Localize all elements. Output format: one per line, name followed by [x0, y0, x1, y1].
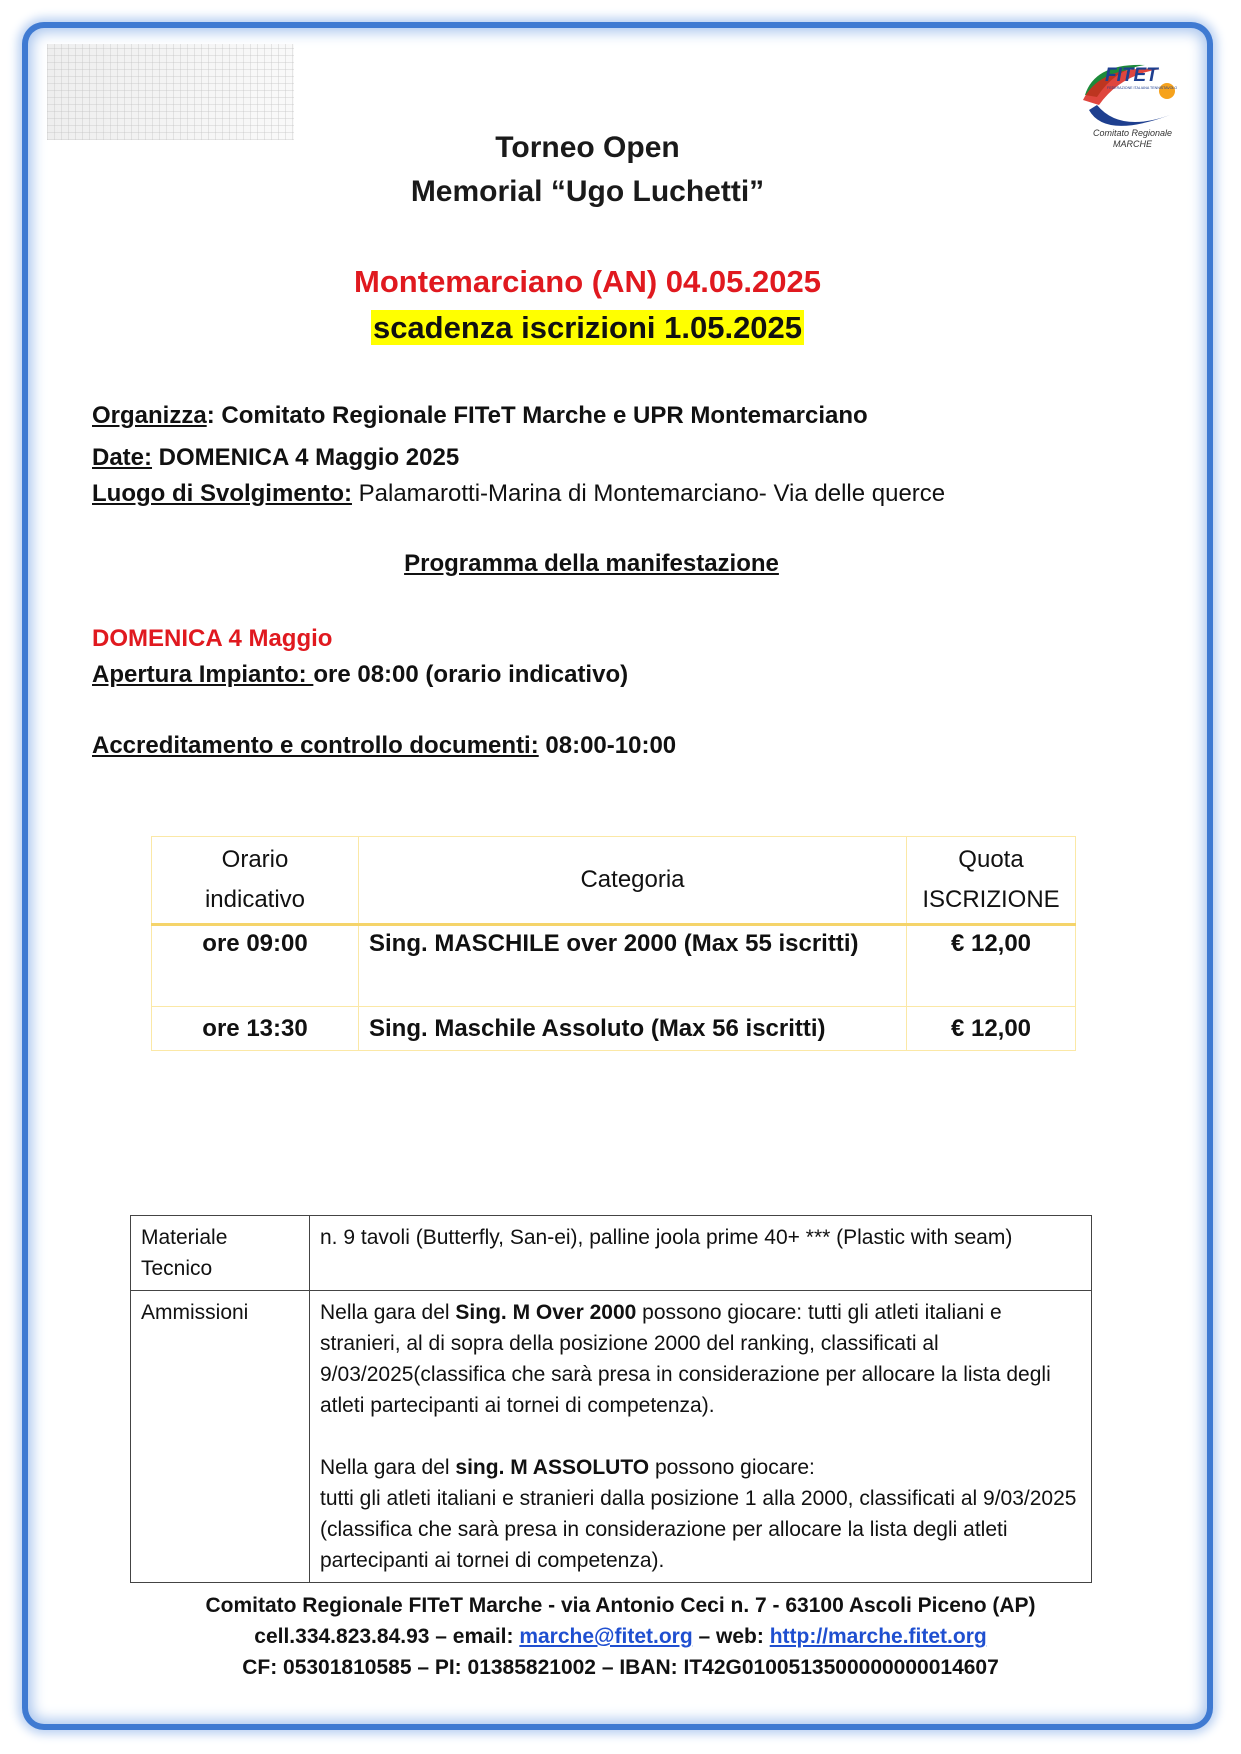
website-link[interactable]: http://marche.fitet.org	[769, 1625, 987, 1648]
schedule-table	[151, 836, 1076, 1051]
accreditation-value: 08:00-10:00	[538, 732, 677, 759]
place-line	[92, 478, 945, 510]
header-fee	[907, 837, 1076, 925]
date-label: Date:	[92, 444, 153, 471]
footer-address: Comitato Regionale FITeT Marche - via Antonio Ceci n. 7 - 63100 Ascoli Piceno (AP)	[205, 1594, 1036, 1617]
organizer-value: : Comitato Regionale FITeT Marche e UPR Montemarciano	[206, 402, 868, 429]
adm2-bold: sing. M ASSOLUTO	[455, 1456, 650, 1479]
material-label: Materiale Tecnico	[131, 1216, 310, 1291]
logo-region-line2: MARCHE	[1112, 139, 1152, 149]
row-category: Sing. MASCHILE over 2000 (Max 55 iscritti)	[359, 925, 907, 1007]
title-line2: Memorial “Ugo Luchetti”	[410, 175, 765, 208]
accreditation-line	[92, 730, 676, 762]
schedule-row	[152, 1007, 1076, 1051]
row-time: ore 13:30	[152, 1007, 359, 1051]
header-category: Categoria	[359, 837, 907, 925]
header-time-line1: Orario	[221, 846, 289, 873]
email-link[interactable]: marche@fitet.org	[519, 1625, 693, 1648]
footer-contacts	[0, 1621, 1241, 1652]
adm2-pre: Nella gara del	[320, 1456, 456, 1479]
opening-label: Apertura Impianto:	[92, 661, 314, 688]
header-fee-line1: Quota	[958, 846, 1024, 873]
info-table	[130, 1215, 1092, 1583]
admission-assoluto-body: tutti gli atleti italiani e stranieri dalla posizione 1 alla 2000, classificati al 9/03/2025 (classifica che sarà presa in considerazione per allocare la lista degli atleti partecipanti ai tornei di competenza).	[320, 1487, 1077, 1572]
organizer-line	[92, 400, 868, 432]
info-row-admissions	[131, 1291, 1092, 1583]
adm1-pre: Nella gara del	[320, 1301, 456, 1324]
header-time-line2: indicativo	[204, 886, 306, 913]
material-value: n. 9 tavoli (Butterfly, San-ei), palline joola prime 40+ *** (Plastic with seam)	[310, 1216, 1092, 1291]
adm2-post: possono giocare:	[649, 1456, 815, 1479]
info-row-material	[131, 1216, 1092, 1291]
row-time: ore 09:00	[152, 925, 359, 1007]
program-day: DOMENICA 4 Maggio	[92, 625, 333, 652]
opening-value: ore 08:00 (orario indicativo)	[313, 661, 629, 688]
opening-line	[92, 659, 628, 691]
place-label: Luogo di Svolgimento:	[92, 480, 352, 507]
date-line	[92, 442, 459, 474]
date-value: DOMENICA 4 Maggio 2025	[152, 444, 460, 471]
logo-region-line1: Comitato Regionale	[1092, 128, 1173, 138]
footer	[0, 1590, 1241, 1683]
admission-value	[310, 1291, 1092, 1583]
title-line1: Torneo Open	[495, 131, 680, 164]
deadline-text: scadenza iscrizioni 1.05.2025	[372, 310, 803, 345]
logo-subtitle: FEDERAZIONE ITALIANA TENNISTAVOLO	[1107, 86, 1178, 90]
footer-phone: cell.334.823.84.93 – email:	[254, 1625, 520, 1648]
program-heading: Programma della manifestazione	[404, 550, 779, 577]
schedule-row	[152, 925, 1076, 1007]
organizer-label: Organizza	[92, 402, 207, 429]
schedule-header-row	[152, 837, 1076, 925]
location-date: Montemarciano (AN) 04.05.2025	[354, 264, 821, 299]
row-fee: € 12,00	[907, 1007, 1076, 1051]
place-value: Palamarotti-Marina di Montemarciano- Via delle querce	[351, 480, 946, 507]
deadline-banner	[0, 308, 1175, 348]
header-fee-line2: ISCRIZIONE	[922, 886, 1060, 913]
page-title	[0, 126, 1175, 214]
adm1-bold: Sing. M Over 2000	[455, 1301, 637, 1324]
admission-over2000	[320, 1297, 1081, 1421]
header-time	[152, 837, 359, 925]
accreditation-label: Accreditamento e controllo documenti:	[92, 732, 539, 759]
admission-assoluto	[320, 1452, 1081, 1483]
row-category: Sing. Maschile Assoluto (Max 56 iscritti)	[359, 1007, 907, 1051]
logo-name: FITET	[1105, 65, 1158, 86]
footer-fiscal: CF: 05301810585 – PI: 01385821002 – IBAN: IT42G0100513500000000014607	[242, 1656, 999, 1679]
adm1-post: possono giocare: tutti gli atleti italiani e stranieri, al di sopra della posizione 2000 del ranking, classificati al 9/03/2025(classifica che sarà presa in considerazione per allocare la lista degli atleti partecipanti ai tornei di competenza).	[320, 1301, 1051, 1417]
footer-web-label: – web:	[692, 1625, 770, 1648]
row-fee: € 12,00	[907, 925, 1076, 1007]
admission-label: Ammissioni	[131, 1291, 310, 1583]
